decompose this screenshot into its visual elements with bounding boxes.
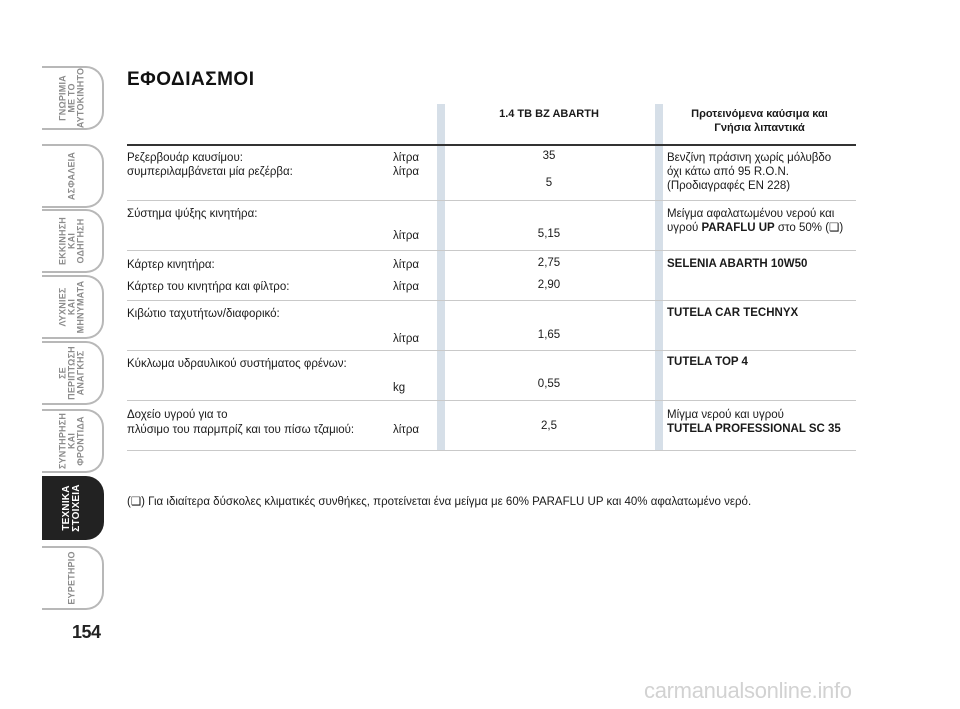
chapter-tab[interactable] (42, 209, 104, 273)
chapter-tab[interactable] (42, 341, 104, 405)
column-divider-shade (655, 104, 663, 450)
chapter-tab-label: ΕΥΡΕΤΗΡΙΟ (66, 551, 77, 605)
chapter-tab[interactable] (42, 476, 104, 540)
chapter-tab[interactable] (42, 66, 104, 130)
fluid-spec: TUTELA TOP 4 (667, 356, 748, 368)
row-unit: kg (393, 382, 406, 394)
row-label: Δοχείο υγρού για το (127, 409, 228, 421)
row-label: Κάρτερ του κινητήρα και φίλτρο: (127, 281, 290, 293)
row-unit: λίτρα (393, 281, 420, 293)
fluid-spec: TUTELA CAR TECHNYX (667, 307, 799, 319)
row-divider (127, 400, 856, 401)
row-label: Κύκλωμα υδραυλικού συστήματος φρένων: (127, 358, 347, 370)
row-value: 0,55 (537, 378, 561, 390)
row-unit: λίτρα (393, 166, 420, 178)
row-label: Σύστημα ψύξης κινητήρα: (127, 208, 258, 220)
row-value: 2,5 (541, 420, 557, 432)
row-divider (127, 250, 856, 251)
chapter-tab[interactable] (42, 275, 104, 339)
fluid-spec: (Προδιαγραφές EN 228) (667, 180, 791, 192)
column-header-model: 1.4 TB BZ ABARTH (499, 108, 599, 120)
chapter-tab-label: ΤΕΧΝΙΚΑ ΣΤΟΙΧΕΙΑ (61, 484, 82, 532)
row-label: Ρεζερβουάρ καυσίμου: (127, 152, 243, 164)
row-value: 1,65 (537, 329, 561, 341)
fluid-spec: SELENIA ABARTH 10W50 (667, 258, 808, 270)
column-header-fluids-line2: Γνήσια λιπαντικά (714, 122, 805, 134)
chapter-tab[interactable] (42, 409, 104, 473)
page-number: 154 (72, 622, 101, 642)
fluid-spec: TUTELA PROFESSIONAL SC 35 (667, 423, 841, 435)
fluid-spec: Βενζίνη πράσινη χωρίς μόλυβδο (667, 152, 832, 164)
row-value: 2,75 (537, 257, 561, 269)
chapter-tab-label: ΣΕ ΠΕΡΙΠΤΩΣΗ ΑΝΑΓΚΗΣ (57, 346, 86, 400)
watermark: carmanualsonline.info (644, 678, 852, 703)
chapter-tab-label: ΓΝΩΡΙΜΙΑ ΜΕ ΤΟ ΑΥΤΟΚΙΝΗΤΟ (57, 67, 86, 129)
footnote: (❑) Για ιδιαίτερα δύσκολες κλιματικές συνθήκες, προτείνεται ένα μείγμα με 60% PARAFLU UP και 40% αφαλατωμένο νερό. (127, 496, 752, 508)
fluid-spec: Μείγμα αφαλατωμένου νερού και (667, 208, 835, 220)
chapter-tab[interactable] (42, 546, 104, 610)
column-header-fluids-line1: Προτεινόμενα καύσιμα και (691, 108, 828, 120)
row-unit: λίτρα (393, 259, 420, 271)
page-title: ΕΦΟΔΙΑΣΜΟΙ (127, 69, 255, 90)
row-value: 5,15 (537, 228, 561, 240)
fluid-spec: Μίγμα νερού και υγρού (667, 409, 784, 421)
row-unit: λίτρα (393, 333, 420, 345)
row-divider (127, 300, 856, 301)
chapter-tab-label: ΑΣΦΑΛΕΙΑ (66, 151, 77, 201)
row-unit: λίτρα (393, 424, 420, 436)
row-value: 2,90 (537, 279, 561, 291)
column-header-fluids (663, 107, 856, 135)
row-divider (127, 350, 856, 351)
row-value: 5 (545, 177, 553, 189)
row-label: συμπεριλαμβάνεται μία ρεζέρβα: (127, 166, 293, 178)
row-divider (127, 200, 856, 201)
row-label: Κιβώτιο ταχυτήτων/διαφορικό: (127, 308, 280, 320)
row-unit: λίτρα (393, 230, 420, 242)
row-unit: λίτρα (393, 152, 420, 164)
chapter-tab-label: ΣΥΝΤΗΡΗΣΗ ΚΑΙ ΦΡΟΝΤΙΔΑ (57, 412, 86, 470)
chapter-tab-label: ΛΥΧΝΙΕΣ ΚΑΙ ΜΗΝΥΜΑΤΑ (57, 280, 86, 334)
chapter-tab-label: ΕΚΚΙΝΗΣΗ ΚΑΙ ΟΔΗΓΗΣΗ (57, 216, 86, 266)
fluid-spec: όχι κάτω από 95 R.O.N. (667, 166, 789, 178)
row-divider (127, 450, 856, 451)
fluid-spec: υγρού PARAFLU UP στο 50% (❑) (667, 222, 844, 234)
row-value: 35 (542, 150, 556, 162)
column-divider-shade (437, 104, 445, 450)
header-rule (127, 144, 856, 146)
row-label: πλύσιμο του παρμπρίζ και του πίσω τζαμιού: (127, 424, 355, 436)
row-label: Κάρτερ κινητήρα: (127, 259, 215, 271)
chapter-tab[interactable] (42, 144, 104, 208)
